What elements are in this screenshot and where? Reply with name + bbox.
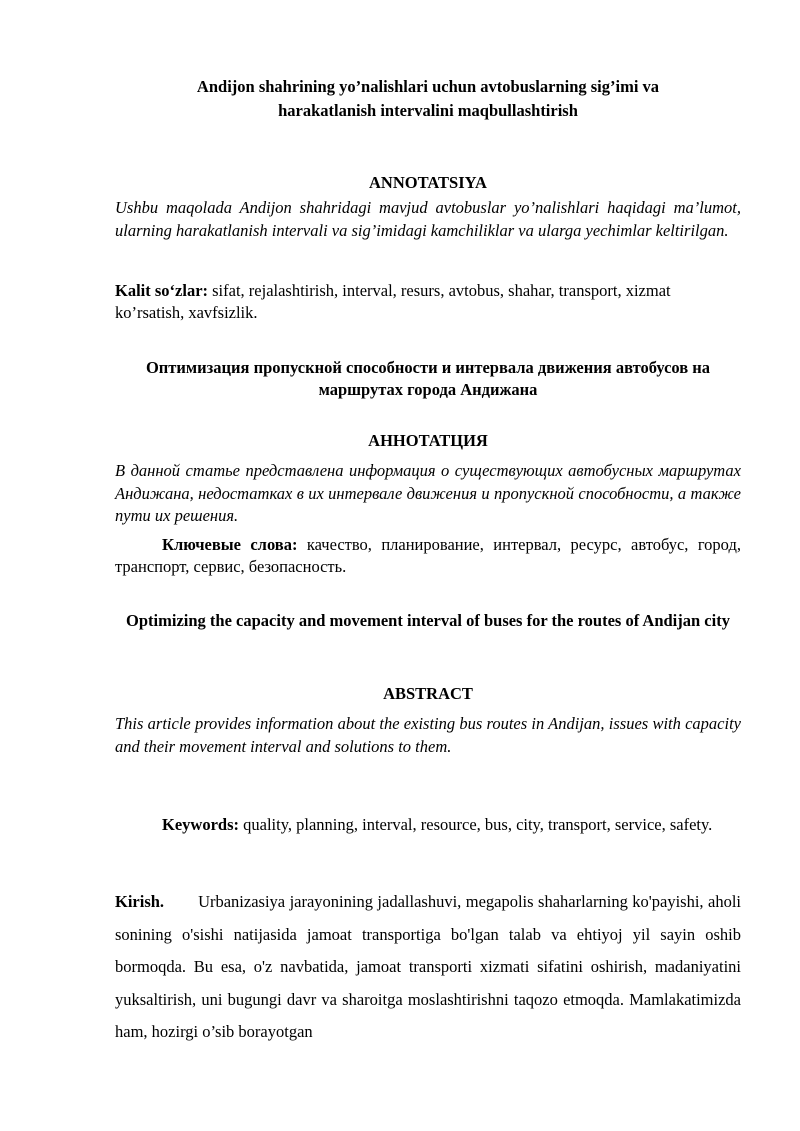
uz-abstract-block (115, 196, 741, 242)
ru-keywords-block (115, 534, 741, 578)
en-abstract: This article provides information about the existing bus routes in Andijan, issues with capacity and their movement interval and solutions to them. (115, 714, 741, 756)
en-keywords-text: quality, planning, interval, resource, bus, city, transport, service, safety. (239, 815, 713, 834)
en-abstract-heading-block (115, 683, 741, 705)
ru-title: Оптимизация пропускной способности и интервала движения автобусов на маршрутах города Андижана (145, 358, 711, 399)
uz-abstract-heading-block (115, 172, 741, 194)
ru-keywords-label: Ключевые слова: (162, 535, 298, 554)
en-abstract-heading: ABSTRACT (383, 684, 473, 703)
uz-abstract-heading: ANNOTATSIYA (369, 173, 487, 192)
uz-keywords-text: sifat, rejalashtirish, interval, resurs, avtobus, shahar, transport, xizmat ko’rsatish, xavfsizlik. (115, 281, 671, 322)
uz-keywords (115, 280, 741, 324)
ru-abstract-block (115, 460, 741, 528)
en-keywords-label: Keywords: (162, 815, 239, 834)
intro-label: Kirish. (115, 892, 165, 911)
ru-abstract-heading-block (115, 430, 741, 452)
ru-abstract-heading: АННОТАТЦИЯ (368, 431, 488, 450)
ru-title-block (115, 357, 741, 401)
en-keywords-block (115, 814, 741, 836)
ru-keywords-text: качество, планирование, интервал, ресурс, автобус, город, транспорт, сервис, безопасность. (115, 535, 741, 576)
uz-title-block (115, 75, 741, 123)
uz-keywords-label: Kalit so‘zlar: (115, 281, 209, 300)
intro-paragraph (115, 886, 741, 1049)
uz-abstract: Ushbu maqolada Andijon shahridagi mavjud avtobuslar yo’nalishlari haqidagi ma’lumot, ularning harakatlanish intervali va sig’imidagi kamchiliklar va ularga yechimlar keltirilgan. (115, 198, 741, 240)
intro-text: Urbanizasiya jarayonining jadallashuvi, megapolis shaharlarning ko'payishi, aholi sonining o'sishi natijasida jamoat transportiga bo'lgan talab va ehtiyoj yil sayin oshib bormoqda. Bu esa, o'z navbatida, jamoat transporti xizmati sifatini oshirish, madaniyatini yuksaltirish, uni bugungi davr va sharoitga moslashtirishni taqozo etmoqda. Mamlakatimizda ham, hozirgi o’sib borayotgan (115, 892, 741, 1041)
uz-keywords-block (115, 280, 741, 324)
ru-keywords (115, 534, 741, 578)
en-abstract-block (115, 713, 741, 758)
uz-title: Andijon shahrining yo’nalishlari uchun avtobuslarning sig’imi va harakatlanish intervalini maqbullashtirish (196, 77, 660, 120)
en-title: Optimizing the capacity and movement interval of buses for the routes of Andijan city (126, 611, 730, 630)
en-title-block (115, 610, 741, 632)
ru-abstract: В данной статье представлена информация о существующих автобусных маршрутах Андижана, недостатках в их интервале движения и пропускной способности, а также пути их решения. (115, 461, 741, 525)
en-keywords (115, 814, 741, 836)
intro-block (115, 886, 741, 1049)
